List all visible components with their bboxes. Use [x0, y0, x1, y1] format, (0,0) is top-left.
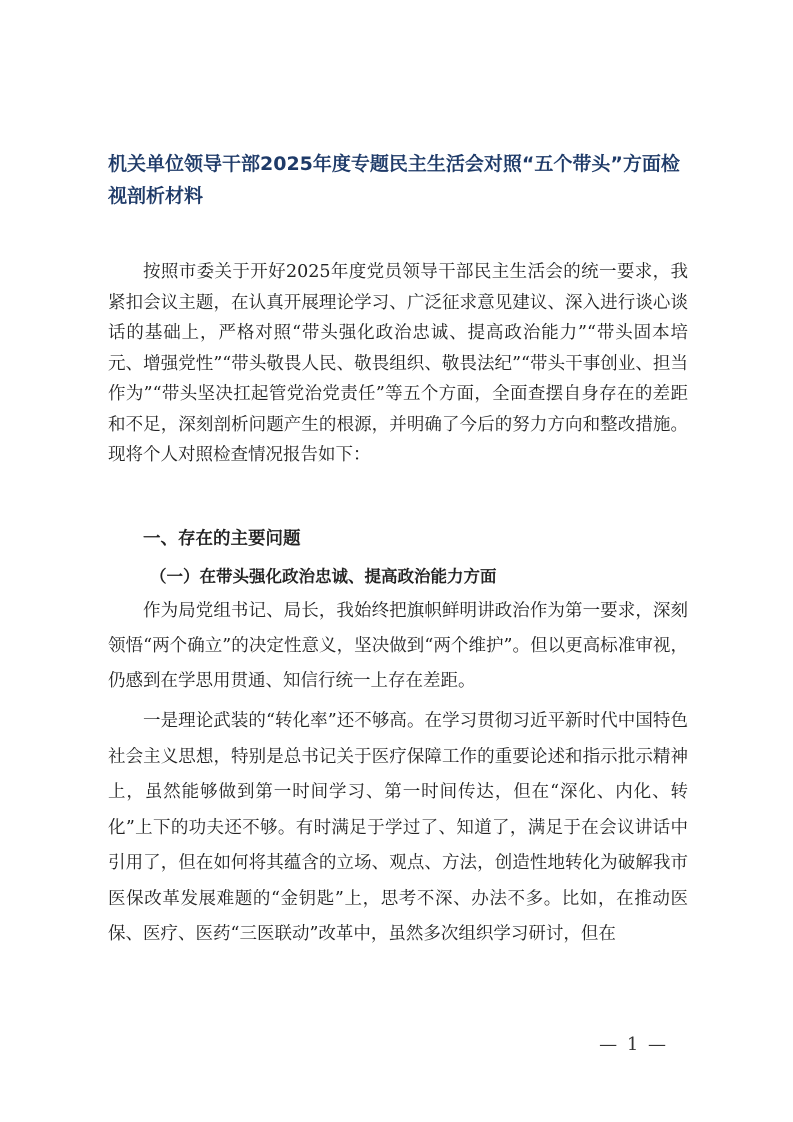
document-title: 机关单位领导干部2025年度专题民主生活会对照“五个带头”方面检视剖析材料 — [108, 153, 680, 207]
body-paragraph: 作为局党组书记、局长，我始终把旗帜鲜明讲政治作为第一要求，深刻领悟“两个确立”的决定性意义，坚决做到“两个维护”。但以更高标准审视，仍感到在学思用贯通、知信行统一上存在差距。 — [108, 601, 688, 691]
section-heading: 一、存在的主要问题 — [143, 529, 301, 549]
intro-paragraph: 按照市委关于开好2025年度党员领导干部民主生活会的统一要求，我紧扣会议主题，在认真开展理论学习、广泛征求意见建议、深入进行谈心谈话的基础上，严格对照“带头强化政治忠诚、提高政治能力”“带头固本培元、增强党性”“带头敬畏人民、敬畏组织、敬畏法纪”“带头干事创业、担当作为”“带头坚决扛起管党治党责任”等五个方面，全面查摆自身存在的差距和不足，深刻剖析问题产生的根源，并明确了今后的努力方向和整改措施。现将个人对照检查情况报告如下： — [108, 262, 688, 465]
body-paragraph: 一是理论武装的“转化率”还不够高。在学习贯彻习近平新时代中国特色社会主义思想，特别是总书记关于医疗保障工作的重要论述和指示批示精神上，虽然能够做到第一时间学习、第一时间传达，但在“深化、内化、转化”上下的功夫还不够。有时满足于学过了、知道了，满足于在会议讲话中引用了，但在如何将其蕴含的立场、观点、方法，创造性地转化为破解我市医保改革发展难题的“金钥匙”上，思考不深、办法不多。比如，在推动医保、医疗、医药“三医联动”改革中，虽然多次组织学习研讨，但在 — [108, 711, 688, 944]
page-number: — 1 — — [599, 1034, 668, 1055]
subsection-heading: （一）在带头强化政治忠诚、提高政治能力方面 — [150, 567, 497, 586]
